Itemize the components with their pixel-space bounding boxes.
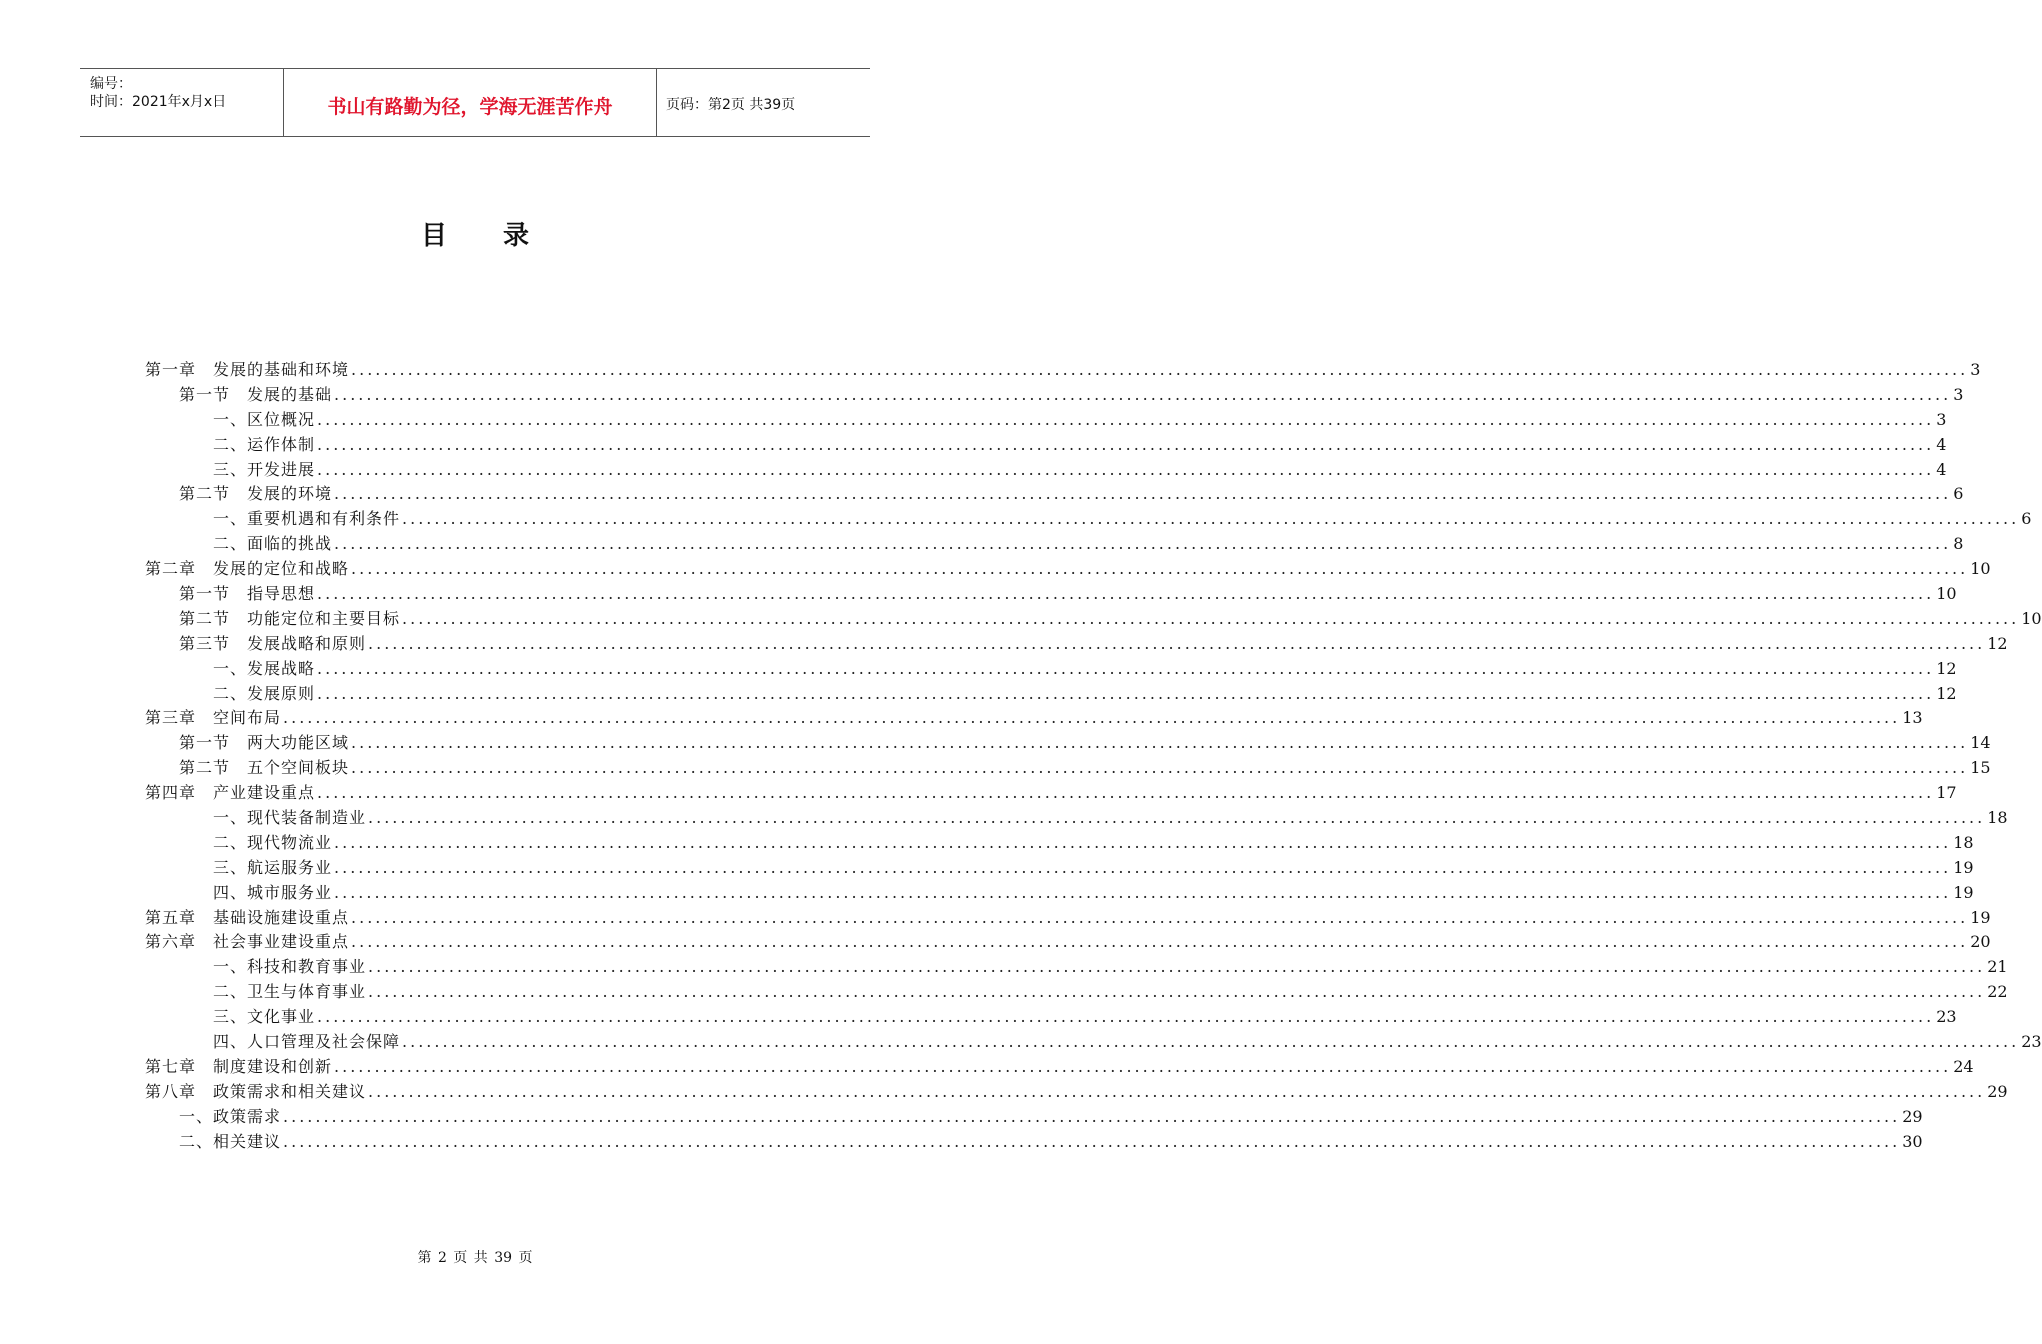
toc-leader-dots: ........................................................................................................................................................................................................ [351, 733, 1969, 753]
page-title: 目录 [420, 221, 585, 251]
toc-entry-page: 15 [1970, 758, 1991, 778]
toc-leader-dots: ........................................................................................................................................................................................................ [368, 1081, 1986, 1101]
toc-entry[interactable] [145, 781, 1957, 806]
toc-entry-page: 24 [1953, 1056, 1974, 1076]
table-of-contents [145, 358, 2042, 1155]
toc-leader-dots: ........................................................................................................................................................................................................ [402, 1032, 2020, 1052]
toc-entry-title: 四、城市服务业 [213, 882, 333, 902]
toc-leader-dots: ........................................................................................................................................................................................................ [317, 584, 1935, 604]
toc-leader-dots: ........................................................................................................................................................................................................ [402, 509, 2020, 529]
toc-entry[interactable] [145, 1080, 2008, 1105]
toc-entry-page: 3 [1970, 360, 1981, 379]
toc-entry[interactable] [145, 1130, 1923, 1155]
header-motto: 书山有路勤为径，学海无涯苦作舟 [327, 96, 613, 118]
toc-entry-page: 22 [1987, 982, 2008, 1002]
toc-leader-dots: ........................................................................................................................................................................................................ [317, 434, 1935, 454]
toc-entry-title: 第一章 发展的基础和环境 [145, 360, 350, 379]
toc-entry[interactable] [145, 856, 1974, 881]
toc-entry-page: 12 [1936, 683, 1957, 703]
toc-entry-title: 第二节 发展的环境 [179, 484, 333, 504]
toc-leader-dots: ........................................................................................................................................................................................................ [334, 832, 1952, 852]
toc-leader-dots: ........................................................................................................................................................................................................ [283, 1131, 1901, 1151]
toc-entry[interactable] [145, 482, 1964, 507]
toc-entry-page: 30 [1902, 1131, 1923, 1151]
toc-entry[interactable] [145, 806, 2008, 831]
toc-leader-dots: ........................................................................................................................................................................................................ [334, 534, 1952, 554]
toc-leader-dots: ........................................................................................................................................................................................................ [368, 982, 1986, 1002]
toc-entry-page: 8 [1953, 534, 1964, 554]
toc-entry[interactable] [145, 706, 1923, 731]
toc-leader-dots: ........................................................................................................................................................................................................ [317, 658, 1935, 678]
page-header [80, 68, 870, 137]
page-footer: 第 2 页 共 39 页 [417, 1250, 533, 1266]
toc-entry-title: 一、政策需求 [179, 1106, 282, 1126]
header-page-info: 页码：第2页 共39页 [666, 97, 796, 113]
toc-leader-dots: ........................................................................................................................................................................................................ [334, 882, 1952, 902]
toc-entry-page: 4 [1936, 459, 1947, 479]
toc-entry-page: 21 [1987, 957, 2008, 977]
toc-entry[interactable] [145, 881, 1974, 906]
toc-leader-dots: ........................................................................................................................................................................................................ [283, 708, 1901, 728]
toc-entry[interactable] [145, 433, 1947, 458]
toc-entry-page: 10 [1970, 559, 1991, 579]
toc-leader-dots: ........................................................................................................................................................................................................ [351, 360, 1969, 379]
toc-entry-title: 第七章 制度建设和创新 [145, 1056, 333, 1076]
toc-entry-title: 第一节 两大功能区域 [179, 733, 350, 753]
toc-entry-title: 三、开发进展 [213, 459, 316, 479]
toc-entry-title: 一、现代装备制造业 [213, 808, 367, 828]
toc-leader-dots: ........................................................................................................................................................................................................ [402, 608, 2020, 628]
toc-leader-dots: ........................................................................................................................................................................................................ [317, 1007, 1935, 1027]
toc-entry[interactable] [145, 532, 1964, 557]
header-meta-cell [80, 69, 283, 136]
toc-leader-dots: ........................................................................................................................................................................................................ [283, 1106, 1901, 1126]
toc-entry-title: 二、现代物流业 [213, 832, 333, 852]
toc-entry-title: 一、重要机遇和有利条件 [213, 509, 401, 529]
toc-entry-page: 3 [1936, 409, 1947, 429]
toc-entry-page: 17 [1936, 783, 1957, 803]
toc-entry[interactable] [145, 1030, 2042, 1055]
toc-entry-page: 19 [1953, 882, 1974, 902]
toc-entry-page: 29 [1902, 1106, 1923, 1126]
toc-entry[interactable] [145, 557, 1991, 582]
toc-leader-dots: ........................................................................................................................................................................................................ [317, 683, 1935, 703]
toc-entry-title: 第二节 五个空间板块 [179, 758, 350, 778]
toc-entry-page: 29 [1987, 1081, 2008, 1101]
toc-entry-title: 二、发展原则 [213, 683, 316, 703]
toc-entry-title: 四、人口管理及社会保障 [213, 1032, 401, 1052]
toc-entry-page: 14 [1970, 733, 1991, 753]
toc-entry-title: 三、航运服务业 [213, 857, 333, 877]
toc-entry-title: 第二节 功能定位和主要目标 [179, 608, 401, 628]
toc-entry-title: 第一节 指导思想 [179, 584, 316, 604]
toc-entry-page: 6 [2021, 509, 2032, 529]
toc-entry-title: 二、运作体制 [213, 434, 316, 454]
toc-leader-dots: ........................................................................................................................................................................................................ [368, 808, 1986, 828]
toc-entry-title: 第八章 政策需求和相关建议 [145, 1081, 367, 1101]
toc-entry[interactable] [145, 906, 1991, 931]
toc-entry[interactable] [145, 408, 1947, 433]
toc-entry-page: 23 [1936, 1007, 1957, 1027]
document-time-label: 时间：2021年x月x日 [90, 94, 227, 110]
toc-entry-page: 18 [1953, 832, 1974, 852]
toc-leader-dots: ........................................................................................................................................................................................................ [351, 758, 1969, 778]
toc-entry-page: 3 [1953, 384, 1964, 404]
toc-entry[interactable] [145, 831, 1974, 856]
toc-entry-title: 二、卫生与体育事业 [213, 982, 367, 1002]
toc-entry[interactable] [145, 980, 2008, 1005]
toc-entry-title: 第三章 空间布局 [145, 708, 282, 728]
toc-entry[interactable] [145, 682, 1957, 707]
toc-entry[interactable] [145, 607, 2042, 632]
toc-leader-dots: ........................................................................................................................................................................................................ [334, 484, 1952, 504]
toc-entry[interactable] [145, 582, 1957, 607]
toc-entry-page: 19 [1970, 907, 1991, 927]
toc-entry[interactable] [145, 358, 1981, 383]
toc-entry-page: 12 [1936, 658, 1957, 678]
toc-entry-title: 第五章 基础设施建设重点 [145, 907, 350, 927]
toc-entry-page: 20 [1970, 932, 1991, 952]
toc-entry-page: 10 [1936, 584, 1957, 604]
header-page-cell [656, 69, 870, 136]
toc-leader-dots: ........................................................................................................................................................................................................ [317, 459, 1935, 479]
toc-entry[interactable] [145, 756, 1991, 781]
toc-entry-title: 三、文化事业 [213, 1007, 316, 1027]
toc-entry-title: 二、相关建议 [179, 1131, 282, 1151]
toc-entry[interactable] [145, 1055, 1974, 1080]
toc-entry-title: 一、区位概况 [213, 409, 316, 429]
toc-leader-dots: ........................................................................................................................................................................................................ [317, 783, 1935, 803]
toc-leader-dots: ........................................................................................................................................................................................................ [334, 384, 1952, 404]
toc-entry-page: 10 [2021, 608, 2042, 628]
document-number-label: 编号： [90, 76, 132, 92]
toc-entry-title: 第二章 发展的定位和战略 [145, 559, 350, 579]
toc-entry[interactable] [145, 731, 1991, 756]
toc-entry-page: 23 [2021, 1032, 2042, 1052]
toc-leader-dots: ........................................................................................................................................................................................................ [368, 633, 1986, 653]
toc-leader-dots: ........................................................................................................................................................................................................ [334, 1056, 1952, 1076]
toc-entry-title: 第四章 产业建设重点 [145, 783, 316, 803]
toc-entry[interactable] [145, 657, 1957, 682]
toc-entry-title: 一、发展战略 [213, 658, 316, 678]
toc-entry-page: 13 [1902, 708, 1923, 728]
toc-entry-page: 18 [1987, 808, 2008, 828]
toc-leader-dots: ........................................................................................................................................................................................................ [334, 857, 1952, 877]
toc-entry[interactable] [145, 507, 2032, 532]
toc-entry-page: 19 [1953, 857, 1974, 877]
toc-entry[interactable] [145, 458, 1947, 483]
toc-entry[interactable] [145, 1005, 1957, 1030]
header-motto-cell [283, 69, 657, 136]
toc-entry-page: 6 [1953, 484, 1964, 504]
toc-leader-dots: ........................................................................................................................................................................................................ [351, 907, 1969, 927]
toc-entry[interactable] [145, 632, 2008, 657]
toc-leader-dots: ........................................................................................................................................................................................................ [351, 932, 1969, 952]
toc-leader-dots: ........................................................................................................................................................................................................ [351, 559, 1969, 579]
toc-entry[interactable] [145, 930, 1991, 955]
toc-entry-title: 第一节 发展的基础 [179, 384, 333, 404]
toc-leader-dots: ........................................................................................................................................................................................................ [368, 957, 1986, 977]
toc-entry-title: 一、科技和教育事业 [213, 957, 367, 977]
toc-entry-title: 二、面临的挑战 [213, 534, 333, 554]
toc-entry[interactable] [145, 383, 1964, 408]
toc-entry-title: 第六章 社会事业建设重点 [145, 932, 350, 952]
toc-entry-page: 4 [1936, 434, 1947, 454]
toc-leader-dots: ........................................................................................................................................................................................................ [317, 409, 1935, 429]
toc-entry-title: 第三节 发展战略和原则 [179, 633, 367, 653]
toc-entry[interactable] [145, 955, 2008, 980]
toc-entry[interactable] [145, 1105, 1923, 1130]
toc-entry-page: 12 [1987, 633, 2008, 653]
